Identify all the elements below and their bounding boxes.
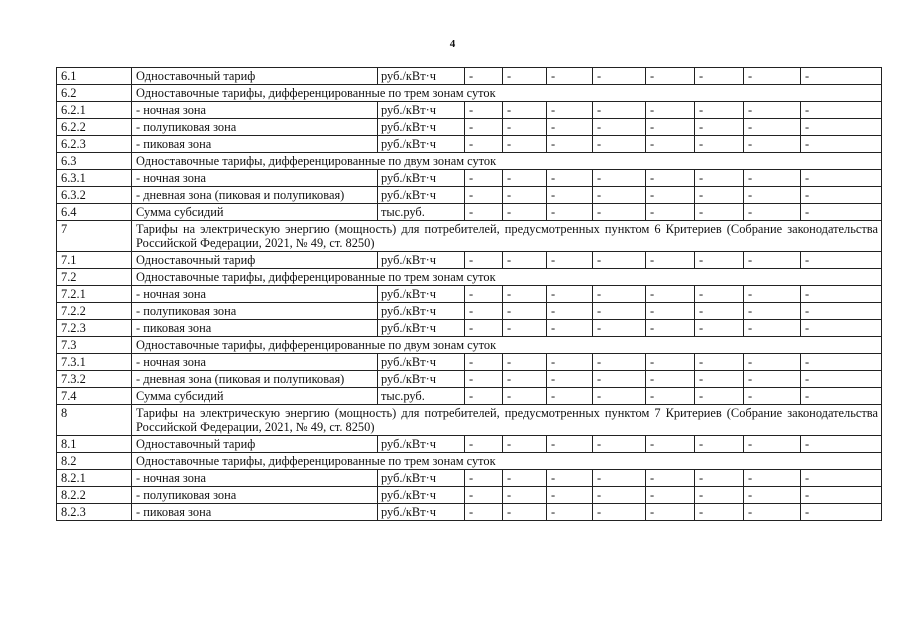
row-value: - (646, 68, 695, 85)
row-value: - (695, 470, 744, 487)
section-row (57, 85, 882, 102)
row-value: - (593, 119, 646, 136)
row-value: - (547, 470, 593, 487)
row-value: - (646, 470, 695, 487)
row-name: - полупиковая зона (132, 303, 378, 320)
row-value: - (547, 68, 593, 85)
row-value: - (547, 119, 593, 136)
table-row (57, 252, 882, 269)
row-value: - (695, 388, 744, 405)
row-value: - (695, 354, 744, 371)
row-value: - (801, 204, 882, 221)
row-number: 7.1 (57, 252, 132, 269)
row-value: - (503, 388, 547, 405)
section-heading: Одноставочные тарифы, дифференцированные по двум зонам суток (132, 337, 882, 354)
row-value: - (744, 504, 801, 521)
row-number: 6.3.2 (57, 187, 132, 204)
row-value: - (465, 436, 503, 453)
tariff-table-body (57, 68, 882, 521)
row-value: - (465, 487, 503, 504)
tariff-table (56, 67, 882, 521)
row-value: - (744, 371, 801, 388)
row-value: - (646, 371, 695, 388)
row-unit: тыс.руб. (378, 388, 465, 405)
table-row (57, 68, 882, 85)
row-value: - (646, 320, 695, 337)
table-row (57, 436, 882, 453)
row-value: - (465, 388, 503, 405)
row-value: - (744, 252, 801, 269)
table-row (57, 320, 882, 337)
row-number: 8.2.3 (57, 504, 132, 521)
row-value: - (801, 102, 882, 119)
table-row (57, 102, 882, 119)
row-value: - (465, 187, 503, 204)
row-value: - (646, 187, 695, 204)
table-row (57, 504, 882, 521)
row-value: - (547, 136, 593, 153)
row-value: - (503, 102, 547, 119)
row-value: - (503, 204, 547, 221)
row-value: - (503, 470, 547, 487)
section-row (57, 453, 882, 470)
row-unit: руб./кВт·ч (378, 187, 465, 204)
row-value: - (695, 170, 744, 187)
row-value: - (695, 286, 744, 303)
row-value: - (593, 170, 646, 187)
row-value: - (503, 119, 547, 136)
row-unit: руб./кВт·ч (378, 371, 465, 388)
row-unit: руб./кВт·ч (378, 436, 465, 453)
table-row (57, 487, 882, 504)
row-value: - (465, 286, 503, 303)
row-name: Сумма субсидий (132, 204, 378, 221)
table-row (57, 286, 882, 303)
row-value: - (503, 320, 547, 337)
row-value: - (465, 371, 503, 388)
row-value: - (695, 204, 744, 221)
section-row (57, 337, 882, 354)
row-value: - (801, 286, 882, 303)
row-name: - ночная зона (132, 170, 378, 187)
row-value: - (695, 136, 744, 153)
row-value: - (646, 170, 695, 187)
row-value: - (801, 320, 882, 337)
row-value: - (695, 102, 744, 119)
row-value: - (695, 436, 744, 453)
row-number: 6.3 (57, 153, 132, 170)
row-value: - (465, 320, 503, 337)
row-number: 8.1 (57, 436, 132, 453)
row-value: - (801, 504, 882, 521)
row-unit: руб./кВт·ч (378, 470, 465, 487)
row-number: 7.3.1 (57, 354, 132, 371)
row-value: - (503, 136, 547, 153)
row-number: 7.4 (57, 388, 132, 405)
row-value: - (465, 170, 503, 187)
row-name: - ночная зона (132, 102, 378, 119)
row-value: - (744, 487, 801, 504)
table-row (57, 136, 882, 153)
table-row (57, 187, 882, 204)
row-value: - (801, 136, 882, 153)
row-number: 6.2 (57, 85, 132, 102)
row-number: 6.2.1 (57, 102, 132, 119)
row-value: - (744, 136, 801, 153)
row-value: - (547, 504, 593, 521)
row-value: - (593, 68, 646, 85)
row-unit: руб./кВт·ч (378, 68, 465, 85)
section-heading: Одноставочные тарифы, дифференцированные по трем зонам суток (132, 269, 882, 286)
section-heading: Одноставочные тарифы, дифференцированные по трем зонам суток (132, 453, 882, 470)
row-value: - (744, 354, 801, 371)
row-name: Одноставочный тариф (132, 252, 378, 269)
row-value: - (593, 470, 646, 487)
section-row (57, 405, 882, 436)
row-value: - (547, 436, 593, 453)
row-value: - (593, 286, 646, 303)
row-value: - (503, 252, 547, 269)
row-value: - (465, 354, 503, 371)
row-value: - (695, 252, 744, 269)
row-value: - (593, 388, 646, 405)
row-value: - (465, 68, 503, 85)
row-unit: тыс.руб. (378, 204, 465, 221)
row-name: Одноставочный тариф (132, 68, 378, 85)
row-name: - пиковая зона (132, 504, 378, 521)
row-value: - (801, 470, 882, 487)
row-value: - (695, 187, 744, 204)
row-name: - ночная зона (132, 286, 378, 303)
row-value: - (695, 504, 744, 521)
table-row (57, 303, 882, 320)
row-value: - (801, 303, 882, 320)
row-value: - (646, 436, 695, 453)
row-unit: руб./кВт·ч (378, 136, 465, 153)
row-number: 8.2.1 (57, 470, 132, 487)
row-value: - (547, 487, 593, 504)
row-value: - (801, 354, 882, 371)
row-name: - пиковая зона (132, 136, 378, 153)
row-unit: руб./кВт·ч (378, 170, 465, 187)
row-value: - (547, 204, 593, 221)
row-value: - (646, 504, 695, 521)
row-value: - (547, 303, 593, 320)
row-value: - (646, 119, 695, 136)
row-value: - (695, 320, 744, 337)
row-value: - (465, 136, 503, 153)
row-unit: руб./кВт·ч (378, 102, 465, 119)
row-value: - (593, 436, 646, 453)
table-row (57, 119, 882, 136)
row-value: - (801, 187, 882, 204)
row-unit: руб./кВт·ч (378, 354, 465, 371)
row-value: - (801, 68, 882, 85)
row-number: 6.2.3 (57, 136, 132, 153)
row-value: - (646, 388, 695, 405)
row-value: - (547, 320, 593, 337)
row-value: - (593, 320, 646, 337)
row-value: - (801, 119, 882, 136)
row-value: - (465, 119, 503, 136)
row-value: - (646, 487, 695, 504)
row-value: - (503, 436, 547, 453)
row-unit: руб./кВт·ч (378, 504, 465, 521)
row-name: - полупиковая зона (132, 487, 378, 504)
row-value: - (547, 388, 593, 405)
row-value: - (503, 487, 547, 504)
row-value: - (646, 102, 695, 119)
row-value: - (503, 286, 547, 303)
row-value: - (593, 136, 646, 153)
row-name: - полупиковая зона (132, 119, 378, 136)
row-value: - (695, 371, 744, 388)
row-unit: руб./кВт·ч (378, 119, 465, 136)
row-name: - дневная зона (пиковая и полупиковая) (132, 187, 378, 204)
row-value: - (547, 286, 593, 303)
row-value: - (695, 68, 744, 85)
row-value: - (801, 371, 882, 388)
row-value: - (547, 354, 593, 371)
row-value: - (801, 436, 882, 453)
row-value: - (801, 388, 882, 405)
row-value: - (593, 102, 646, 119)
row-value: - (547, 187, 593, 204)
page-number: 4 (449, 38, 456, 50)
row-value: - (465, 470, 503, 487)
row-value: - (593, 354, 646, 371)
row-value: - (646, 354, 695, 371)
row-unit: руб./кВт·ч (378, 286, 465, 303)
row-value: - (744, 204, 801, 221)
row-number: 8.2.2 (57, 487, 132, 504)
row-value: - (744, 470, 801, 487)
section-row (57, 269, 882, 286)
row-value: - (646, 286, 695, 303)
row-value: - (593, 487, 646, 504)
row-value: - (503, 187, 547, 204)
row-name: Одноставочный тариф (132, 436, 378, 453)
row-value: - (646, 303, 695, 320)
row-value: - (593, 371, 646, 388)
section-row (57, 153, 882, 170)
table-row (57, 204, 882, 221)
row-value: - (503, 303, 547, 320)
row-value: - (465, 102, 503, 119)
row-value: - (744, 68, 801, 85)
row-number: 6.3.1 (57, 170, 132, 187)
row-number: 8.2 (57, 453, 132, 470)
row-name: - ночная зона (132, 470, 378, 487)
row-unit: руб./кВт·ч (378, 320, 465, 337)
row-number: 7.3 (57, 337, 132, 354)
table-row (57, 371, 882, 388)
row-value: - (801, 252, 882, 269)
row-value: - (744, 436, 801, 453)
row-name: - дневная зона (пиковая и полупиковая) (132, 371, 378, 388)
row-value: - (503, 354, 547, 371)
row-value: - (744, 388, 801, 405)
row-value: - (744, 286, 801, 303)
row-value: - (465, 204, 503, 221)
row-value: - (744, 170, 801, 187)
row-number: 7.2 (57, 269, 132, 286)
table-row (57, 388, 882, 405)
section-heading: Тарифы на электрическую энергию (мощность) для потребителей, предусмотренных пунктом 6 Критериев (Собрание законодательства Российской Федерации, 2021, № 49, ст. 8250) (132, 221, 882, 252)
row-value: - (801, 487, 882, 504)
row-value: - (547, 371, 593, 388)
row-number: 7.2.2 (57, 303, 132, 320)
row-value: - (646, 204, 695, 221)
row-value: - (744, 119, 801, 136)
row-value: - (695, 487, 744, 504)
row-value: - (593, 504, 646, 521)
row-value: - (465, 504, 503, 521)
table-row (57, 470, 882, 487)
row-value: - (593, 204, 646, 221)
row-value: - (503, 504, 547, 521)
row-number: 6.1 (57, 68, 132, 85)
row-value: - (744, 102, 801, 119)
row-value: - (547, 170, 593, 187)
row-value: - (547, 252, 593, 269)
row-value: - (801, 170, 882, 187)
row-value: - (547, 102, 593, 119)
section-heading: Одноставочные тарифы, дифференцированные по двум зонам суток (132, 153, 882, 170)
row-value: - (593, 187, 646, 204)
row-number: 8 (57, 405, 132, 436)
section-heading: Одноставочные тарифы, дифференцированные по трем зонам суток (132, 85, 882, 102)
row-value: - (744, 187, 801, 204)
row-unit: руб./кВт·ч (378, 487, 465, 504)
row-number: 7.2.3 (57, 320, 132, 337)
table-row (57, 354, 882, 371)
row-value: - (646, 252, 695, 269)
row-unit: руб./кВт·ч (378, 303, 465, 320)
section-heading: Тарифы на электрическую энергию (мощность) для потребителей, предусмотренных пунктом 7 Критериев (Собрание законодательства Российской Федерации, 2021, № 49, ст. 8250) (132, 405, 882, 436)
row-value: - (503, 371, 547, 388)
row-name: Сумма субсидий (132, 388, 378, 405)
row-name: - ночная зона (132, 354, 378, 371)
row-number: 7 (57, 221, 132, 252)
row-value: - (744, 320, 801, 337)
row-value: - (465, 252, 503, 269)
row-number: 6.4 (57, 204, 132, 221)
row-value: - (646, 136, 695, 153)
row-value: - (503, 68, 547, 85)
row-number: 6.2.2 (57, 119, 132, 136)
row-unit: руб./кВт·ч (378, 252, 465, 269)
row-name: - пиковая зона (132, 320, 378, 337)
row-value: - (593, 252, 646, 269)
row-number: 7.3.2 (57, 371, 132, 388)
row-value: - (744, 303, 801, 320)
row-value: - (503, 170, 547, 187)
row-value: - (695, 119, 744, 136)
row-value: - (593, 303, 646, 320)
table-row (57, 170, 882, 187)
row-value: - (465, 303, 503, 320)
row-value: - (695, 303, 744, 320)
section-row (57, 221, 882, 252)
row-number: 7.2.1 (57, 286, 132, 303)
